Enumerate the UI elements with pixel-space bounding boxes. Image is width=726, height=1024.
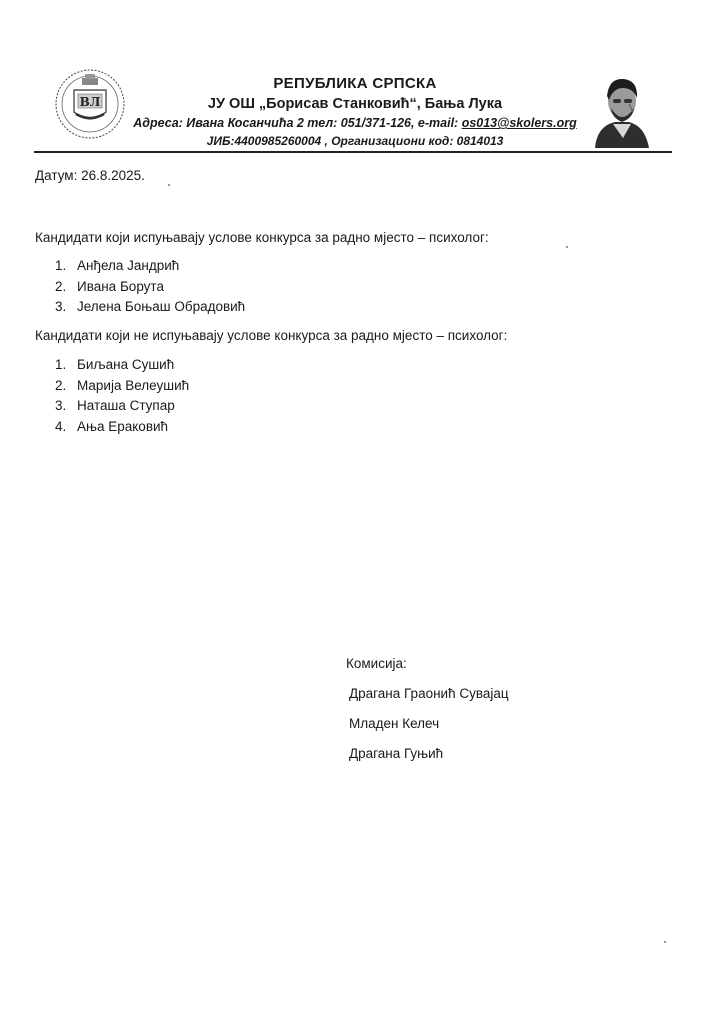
committee-block bbox=[346, 655, 509, 775]
committee-label: Комисија: bbox=[346, 656, 407, 671]
address-text: Адреса: Ивана Косанчића 2 тел: 051/371-126, e-mail: bbox=[133, 116, 462, 130]
document-date: Датум: 26.8.2025. bbox=[35, 168, 145, 183]
scan-speck bbox=[664, 941, 666, 943]
list-number: 2. bbox=[55, 377, 67, 393]
candidate-name: Марија Велеушић bbox=[77, 377, 190, 393]
republic-title: РЕПУБЛИКА СРПСКА bbox=[273, 75, 437, 92]
candidate-name: Наташа Ступар bbox=[77, 398, 175, 413]
list-number: 4. bbox=[55, 418, 67, 434]
school-name: ЈУ ОШ „Борисав Станковић“, Бања Лука bbox=[207, 96, 503, 112]
ineligible-intro: Кандидати који не испуњавају услове конкурса за радно мјесто – психолог: bbox=[35, 328, 508, 343]
eligible-intro: Кандидати који испуњавају услове конкурса за радно мјесто – психолог: bbox=[35, 230, 489, 245]
list-number: 1. bbox=[55, 258, 67, 273]
scan-speck bbox=[566, 246, 568, 248]
candidate-name: Ивана Борута bbox=[77, 278, 164, 294]
list-number: 2. bbox=[55, 278, 67, 294]
borisav-stankovic-portrait bbox=[585, 68, 651, 148]
letterhead bbox=[0, 0, 726, 160]
header-divider bbox=[34, 151, 672, 153]
list-number: 1. bbox=[55, 357, 67, 372]
candidate-name: Биљана Сушић bbox=[77, 357, 175, 372]
school-ids: ЈИБ:4400985260004 , Организациони код: 0814013 bbox=[206, 134, 504, 148]
email-link[interactable]: os013@skolers.org bbox=[461, 116, 577, 130]
committee-member: Драгана Граонић Сувајац bbox=[349, 686, 509, 701]
candidate-name: Јелена Боњаш Обрадовић bbox=[77, 299, 246, 314]
list-number: 3. bbox=[55, 299, 67, 314]
committee-member: Младен Келеч bbox=[349, 716, 440, 731]
candidate-name: Ања Ераковић bbox=[77, 418, 169, 434]
scan-speck bbox=[168, 184, 170, 186]
committee-member: Драгана Гуњић bbox=[349, 746, 444, 761]
city-coat-of-arms-logo bbox=[52, 68, 128, 140]
list-number: 3. bbox=[55, 398, 67, 413]
school-address bbox=[120, 116, 590, 130]
candidate-name: Анђела Јандрић bbox=[77, 258, 180, 273]
svg-text:ВЛ: ВЛ bbox=[79, 95, 101, 109]
